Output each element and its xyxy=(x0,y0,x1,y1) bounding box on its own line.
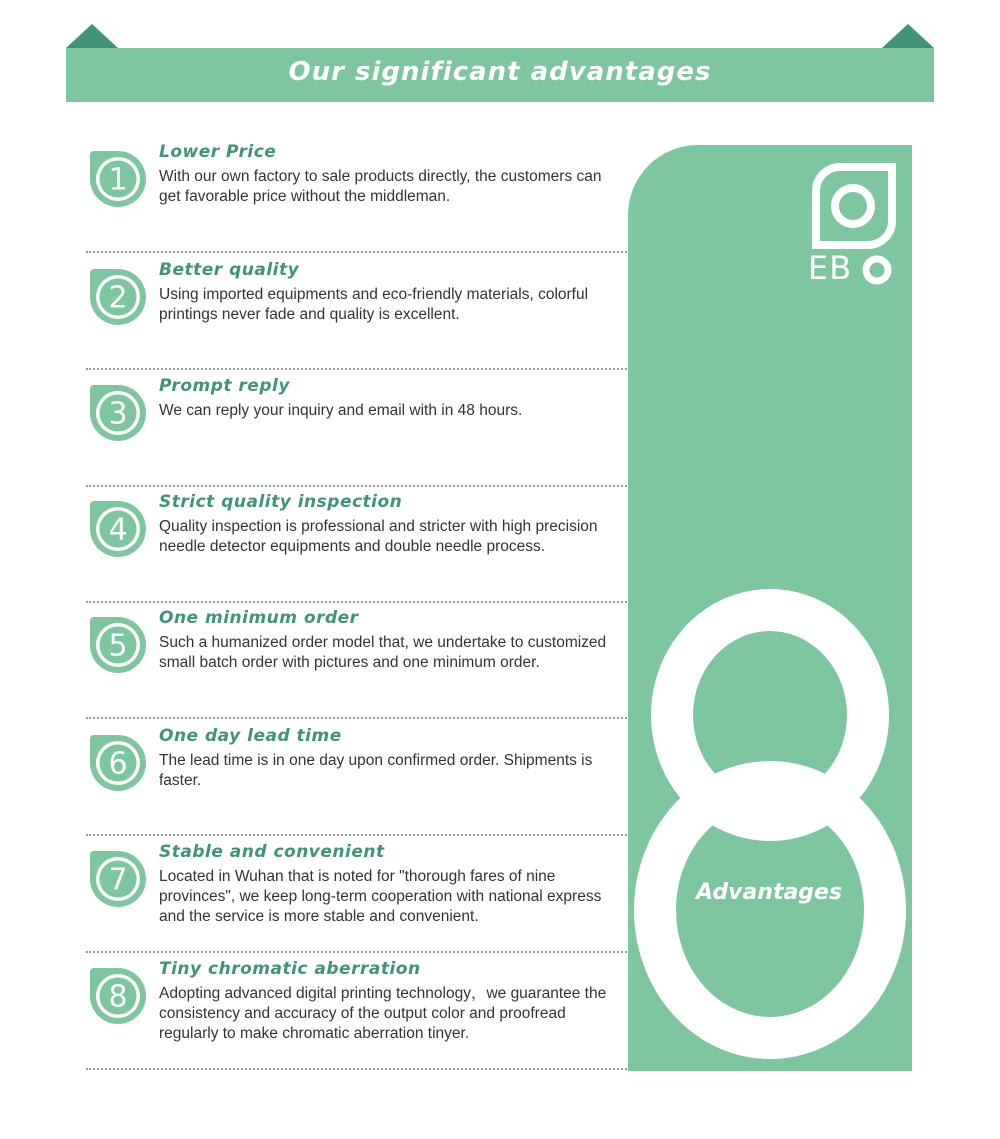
header-banner xyxy=(66,48,934,102)
advantage-title: One day lead time xyxy=(159,726,342,746)
number-badge-icon xyxy=(86,609,150,673)
advantage-description: The lead time is in one day upon confirmed order. Shipments is faster. xyxy=(159,752,593,789)
number-badge-digit: 6 xyxy=(108,746,128,782)
number-badge-icon xyxy=(86,261,150,325)
advantage-title: Lower Price xyxy=(159,142,277,162)
brand-o-ring-icon xyxy=(862,255,892,285)
advantage-title: Prompt reply xyxy=(159,376,290,396)
advantages-panel xyxy=(628,145,912,1071)
page-title: Our significant advantages xyxy=(288,57,712,87)
dotted-divider xyxy=(86,601,630,603)
advantage-title: Tiny chromatic aberration xyxy=(159,959,421,979)
number-badge-icon xyxy=(86,727,150,791)
dotted-divider xyxy=(86,251,630,253)
number-badge-digit: 1 xyxy=(108,162,128,198)
number-badge-digit: 4 xyxy=(108,512,128,548)
number-badge-icon xyxy=(86,143,150,207)
number-badge-icon xyxy=(86,843,150,907)
number-badge-digit: 2 xyxy=(108,280,128,316)
big-number-eight xyxy=(628,585,912,1065)
dotted-divider xyxy=(86,1068,630,1070)
number-badge-digit: 5 xyxy=(108,628,128,664)
advantage-title: Better quality xyxy=(159,260,300,280)
advantage-description: Quality inspection is professional and stricter with high precision needle detector equipments and double needle process. xyxy=(159,518,598,555)
advantage-description: Such a humanized order model that, we undertake to customized small batch order with pictures and one minimum order. xyxy=(159,634,607,671)
banner-left-ear xyxy=(66,24,118,48)
advantage-description: Using imported equipments and eco-friendly materials, colorful printings never fade and quality is excellent. xyxy=(159,286,589,323)
advantage-title: One minimum order xyxy=(159,608,359,628)
advantage-description: Adopting advanced digital printing technology，we guarantee the consistency and accuracy of the output color and proofread regularly to make chromatic aberration tinyer. xyxy=(159,985,607,1042)
advantage-description: We can reply your inquiry and email with in 48 hours. xyxy=(159,402,523,419)
advantage-title: Strict quality inspection xyxy=(159,492,403,512)
number-badge-digit: 7 xyxy=(108,862,128,898)
advantages-label: Advantages xyxy=(696,880,843,905)
advantage-title: Stable and convenient xyxy=(159,842,385,862)
dotted-divider xyxy=(86,717,630,719)
number-badge-icon xyxy=(86,960,150,1024)
number-badge-icon xyxy=(86,377,150,441)
number-badge-digit: 3 xyxy=(108,396,128,432)
advantage-description: Located in Wuhan that is noted for "thorough fares of nine provinces", we keep long-term cooperation with national express and the service is more stable and convenient. xyxy=(159,868,602,925)
leaf-logo-icon xyxy=(808,163,898,253)
banner-right-ear xyxy=(882,24,934,48)
dotted-divider xyxy=(86,834,630,836)
brand-wordmark: EB xyxy=(808,249,853,287)
dotted-divider xyxy=(86,951,630,953)
dotted-divider xyxy=(86,485,630,487)
number-badge-digit: 8 xyxy=(108,979,128,1015)
dotted-divider xyxy=(86,368,630,370)
number-badge-icon xyxy=(86,493,150,557)
advantage-description: With our own factory to sale products directly, the customers can get favorable price without the middleman. xyxy=(159,168,602,205)
